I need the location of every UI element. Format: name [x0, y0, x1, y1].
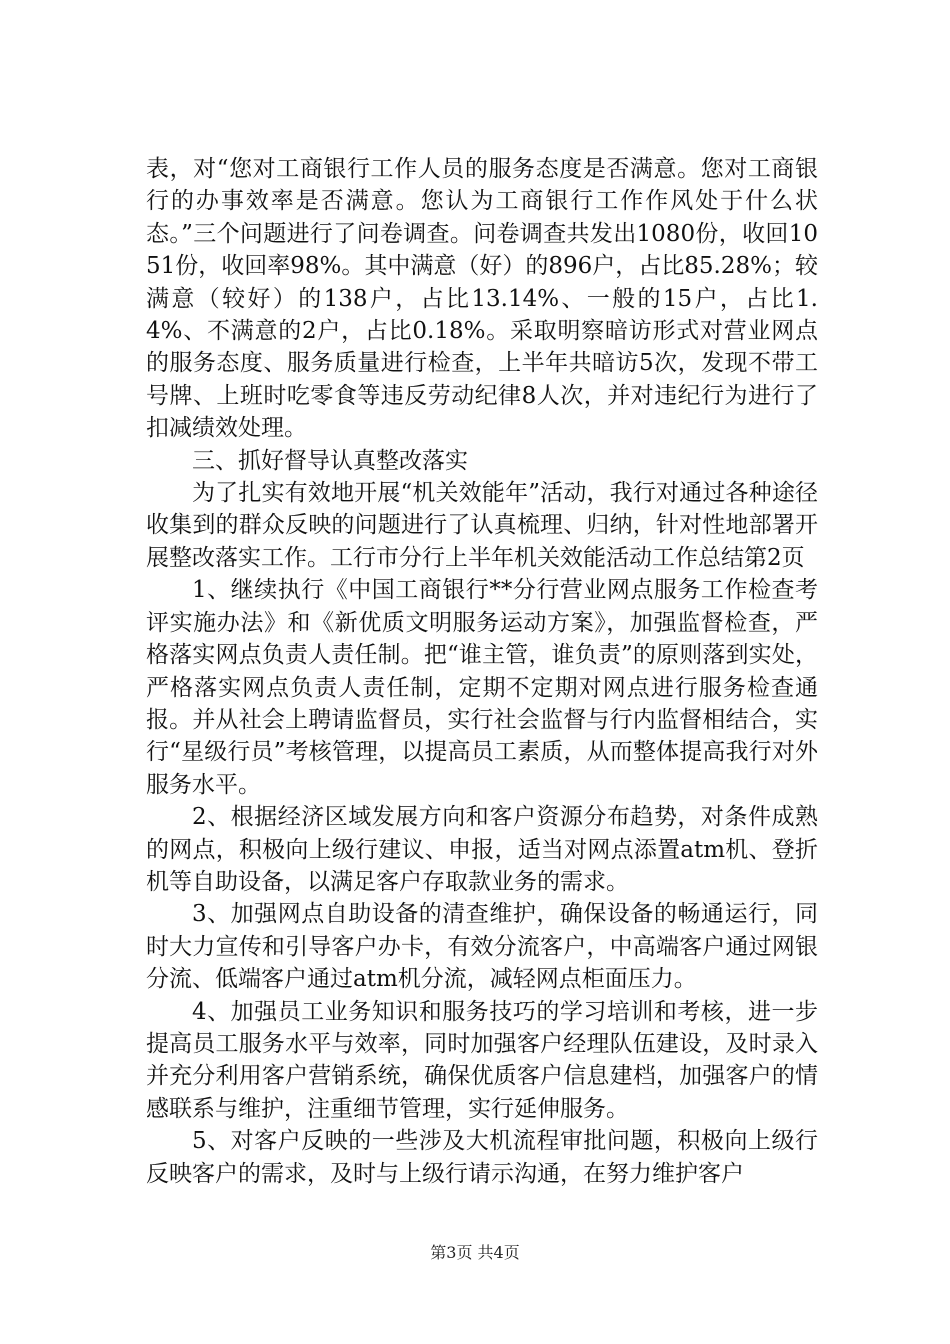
list-item-1: 1、继续执行《中国工商银行**分行营业网点服务工作检查考评实施办法》和《新优质文明服务运动方案》，加强监督检查，严格落实网点负责人责任制。把“谁主管，谁负责”的原则落到实处，严格落实网点负责人责任制，定期不定期对网点进行服务检查通报。并从社会上聘请监督员，实行社会监督与行内监督相结合，实行“星级行员”考核管理，以提高员工素质，从而整体提高我行对外服务水平。	[146, 577, 818, 798]
paragraph-rectification-intro: 为了扎实有效地开展“机关效能年”活动，我行对通过各种途径收集到的群众反映的问题进行了认真梳理、归纳，针对性地部署开展整改落实工作。工行市分行上半年机关效能活动工作总结第2页	[146, 480, 818, 571]
list-item-5: 5、对客户反映的一些涉及大机流程审批问题，积极向上级行反映客户的需求，及时与上级行请示沟通，在努力维护客户	[146, 1128, 818, 1187]
list-item-3: 3、加强网点自助设备的清查维护，确保设备的畅通运行，同时大力宣传和引导客户办卡，有效分流客户，中高端客户通过网银分流、低端客户通过atm机分流，减轻网点柜面压力。	[146, 901, 818, 993]
list-item-2: 2、根据经济区域发展方向和客户资源分布趋势，对条件成熟的网点，积极向上级行建议、申报，适当对网点添置atm机、登折机等自助设备，以满足客户存取款业务的需求。	[146, 804, 818, 895]
section-heading: 三、抓好督导认真整改落实	[192, 447, 468, 474]
page-footer: 第3页 共4页	[430, 1243, 520, 1262]
list-item-4: 4、加强员工业务知识和服务技巧的学习培训和考核，进一步提高员工服务水平与效率，同时加强客户经理队伍建设，及时录入并充分利用客户营销系统，确保优质客户信息建档，加强客户的情感联系与维护，注重细节管理，实行延伸服务。	[146, 998, 818, 1122]
document-body	[146, 153, 818, 1190]
paragraph-survey-results: 表，对“您对工商银行工作人员的服务态度是否满意。您对工商银行的办事效率是否满意。您认为工商银行工作作风处于什么状态。”三个问题进行了问卷调查。问卷调查共发出1080份，收回1051份，收回率98%。其中满意（好）的896户，占比85.28%；较满意（较好）的138户，占比13.14%、一般的15户，占比1.4%、不满意的2户，占比0.18%。采取明察暗访形式对营业网点的服务态度、服务质量进行检查，上半年共暗访5次，发现不带工号牌、上班时吃零食等违反劳动纪律8人次，并对违纪行为进行了扣减绩效处理。	[146, 156, 818, 442]
